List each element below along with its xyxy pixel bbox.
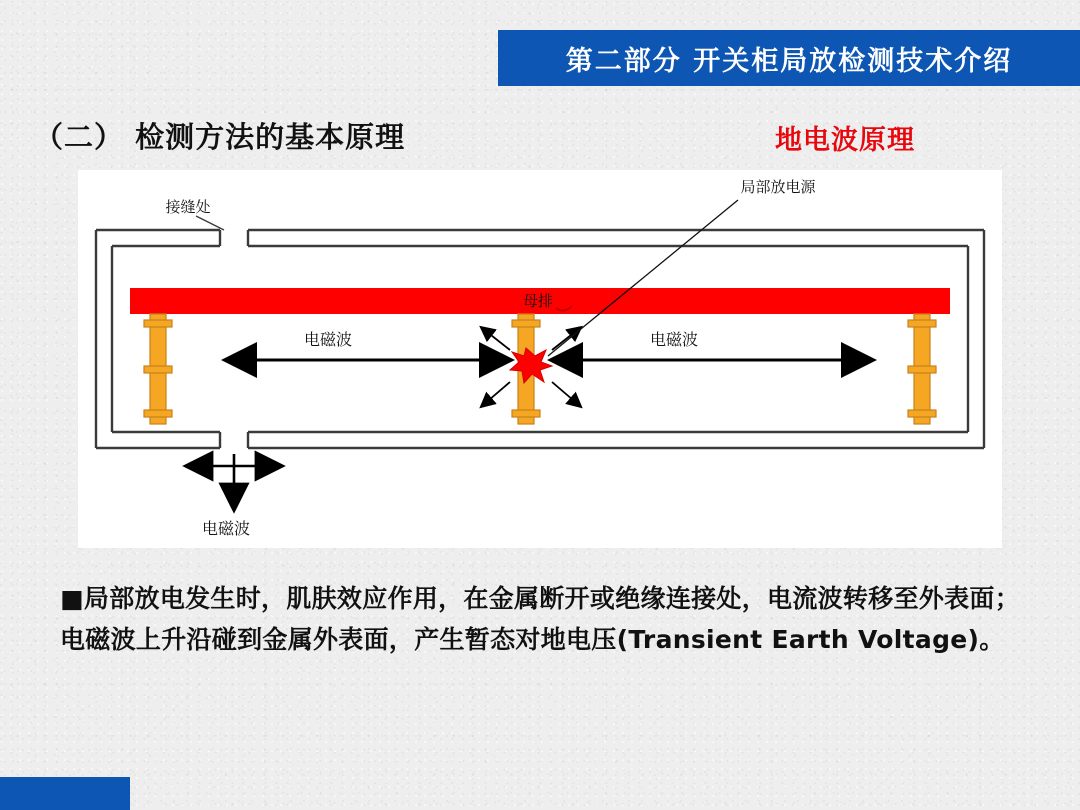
footer-accent-bar [0, 777, 130, 810]
header-banner [498, 30, 1080, 86]
body-paragraph: ■局部放电发生时，肌肤效应作用，在金属断开或绝缘连接处，电流波转移至外表面；电磁波上升沿碰到金属外表面，产生暂态对地电压(Transient Earth Voltage)。 [60, 584, 1021, 654]
page-title: （二） 检测方法的基本原理 [34, 120, 406, 154]
diagram-panel [78, 170, 1002, 548]
label-wave-right: 电磁波 [649, 330, 699, 349]
label-busbar: 母排 [522, 292, 554, 310]
label-wave-left: 电磁波 [303, 330, 353, 349]
label-seam: 接缝处 [165, 198, 211, 216]
accent-subtitle: 地电波原理 [775, 125, 915, 156]
label-wave-bottom: 电磁波 [201, 519, 251, 538]
header-banner-title: 第二部分 开关柜局放检测技术介绍 [565, 45, 1013, 77]
label-pd-source: 局部放电源 [740, 178, 816, 196]
